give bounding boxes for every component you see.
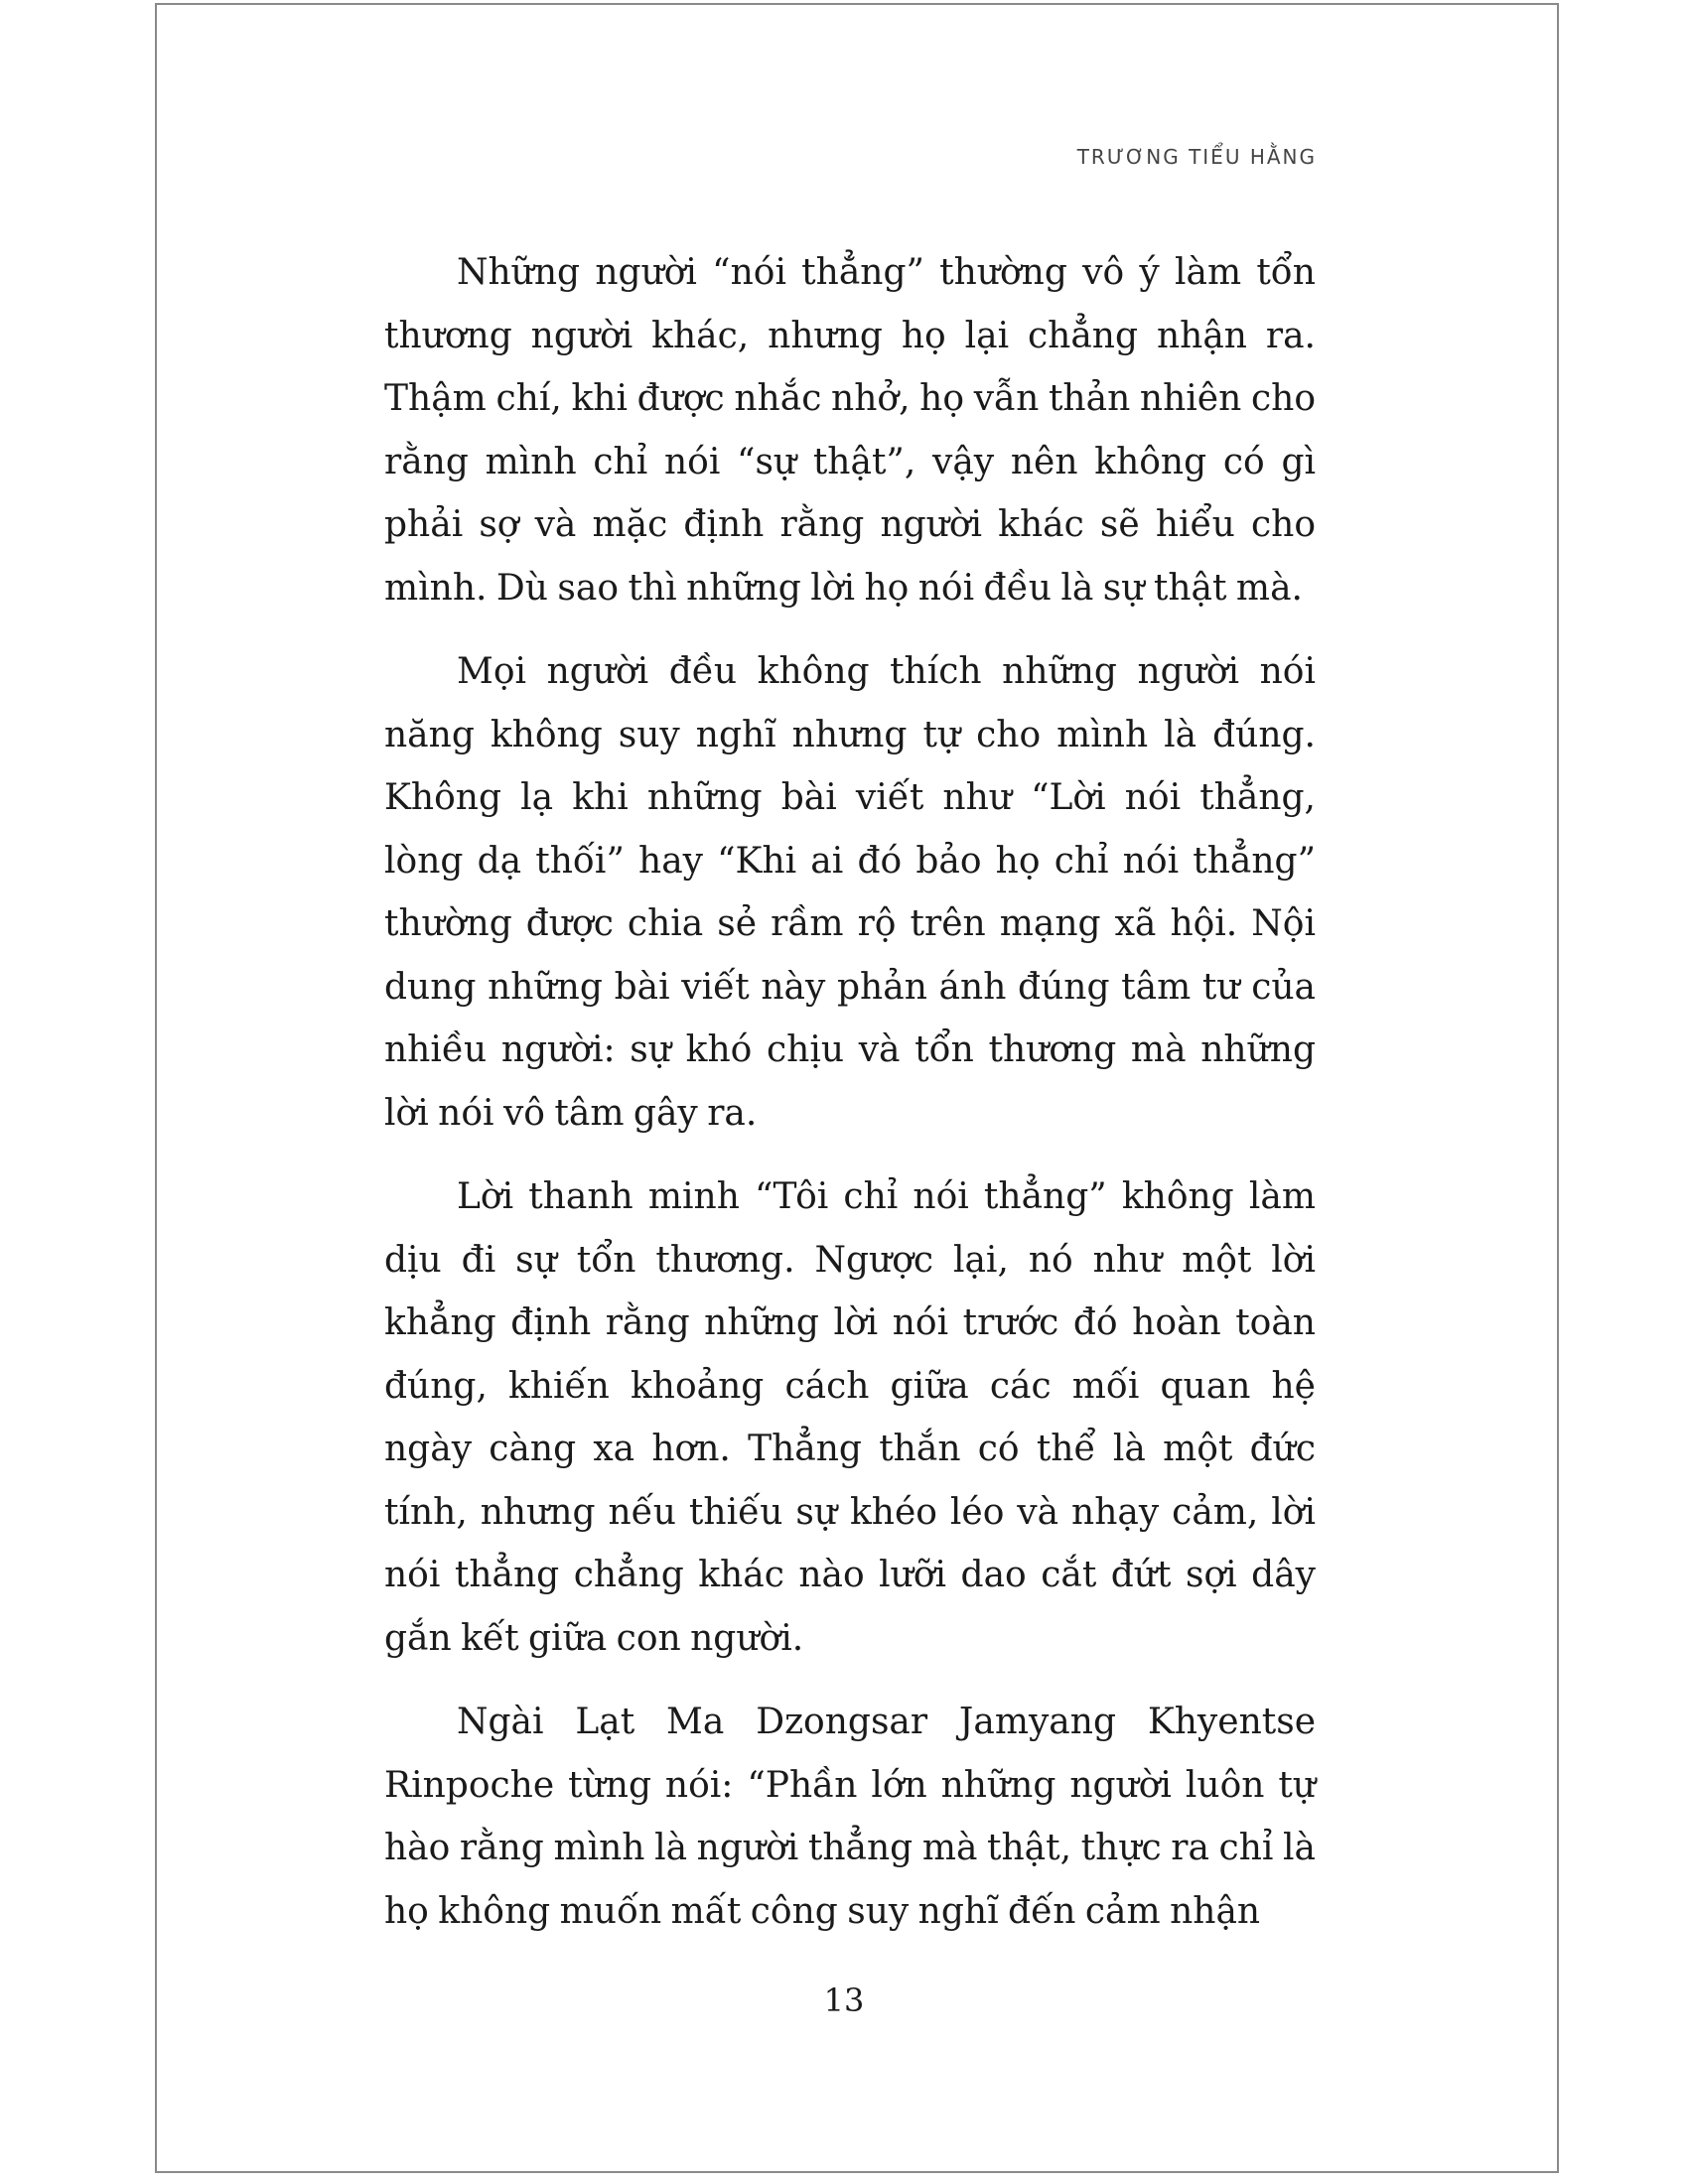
paragraph-2: Mọi người đều không thích những người nói năng không suy nghĩ nhưng tự cho mình là đúng. Không lạ khi những bài viết như “Lời nói thẳng, lòng dạ thối” hay “Khi ai đó bảo họ chỉ nói thẳng” thường được chia sẻ rầm rộ trên mạng xã hội. Nội dung những bài viết này phản ánh đúng tâm tư của nhiều người: sự khó chịu và tổn thương mà những lời nói vô tâm gây ra.	[384, 651, 1316, 1134]
paragraph-1: Những người “nói thẳng” thường vô ý làm tổn thương người khác, nhưng họ lại chẳng nhận ra. Thậm chí, khi được nhắc nhở, họ vẫn thản nhiên cho rằng mình chỉ nói “sự thật”, vậy nên không có gì phải sợ và mặc định rằng người khác sẽ hiểu cho mình. Dù sao thì những lời họ nói đều là sự thật mà.	[384, 252, 1316, 609]
paragraph-4: Ngài Lạt Ma Dzongsar Jamyang Khyentse Rinpoche từng nói: “Phần lớn những người luôn tự hào rằng mình là người thẳng mà thật, thực ra chỉ là họ không muốn mất công suy nghĩ đến cảm nhận	[384, 1702, 1316, 1932]
running-header: TRƯƠNG TIỂU HẰNG	[1076, 145, 1317, 169]
paragraph-3: Lời thanh minh “Tôi chỉ nói thẳng” không làm dịu đi sự tổn thương. Ngược lại, nó như một lời khẳng định rằng những lời nói trước đó hoàn toàn đúng, khiến khoảng cách giữa các mối quan hệ ngày càng xa hơn. Thẳng thắn có thể là một đức tính, nhưng nếu thiếu sự khéo léo và nhạy cảm, lời nói thẳng chẳng khác nào lưỡi dao cắt đứt sợi dây gắn kết giữa con người.	[384, 1176, 1316, 1659]
page-number: 13	[823, 1981, 865, 2019]
body-text	[384, 241, 1316, 1964]
